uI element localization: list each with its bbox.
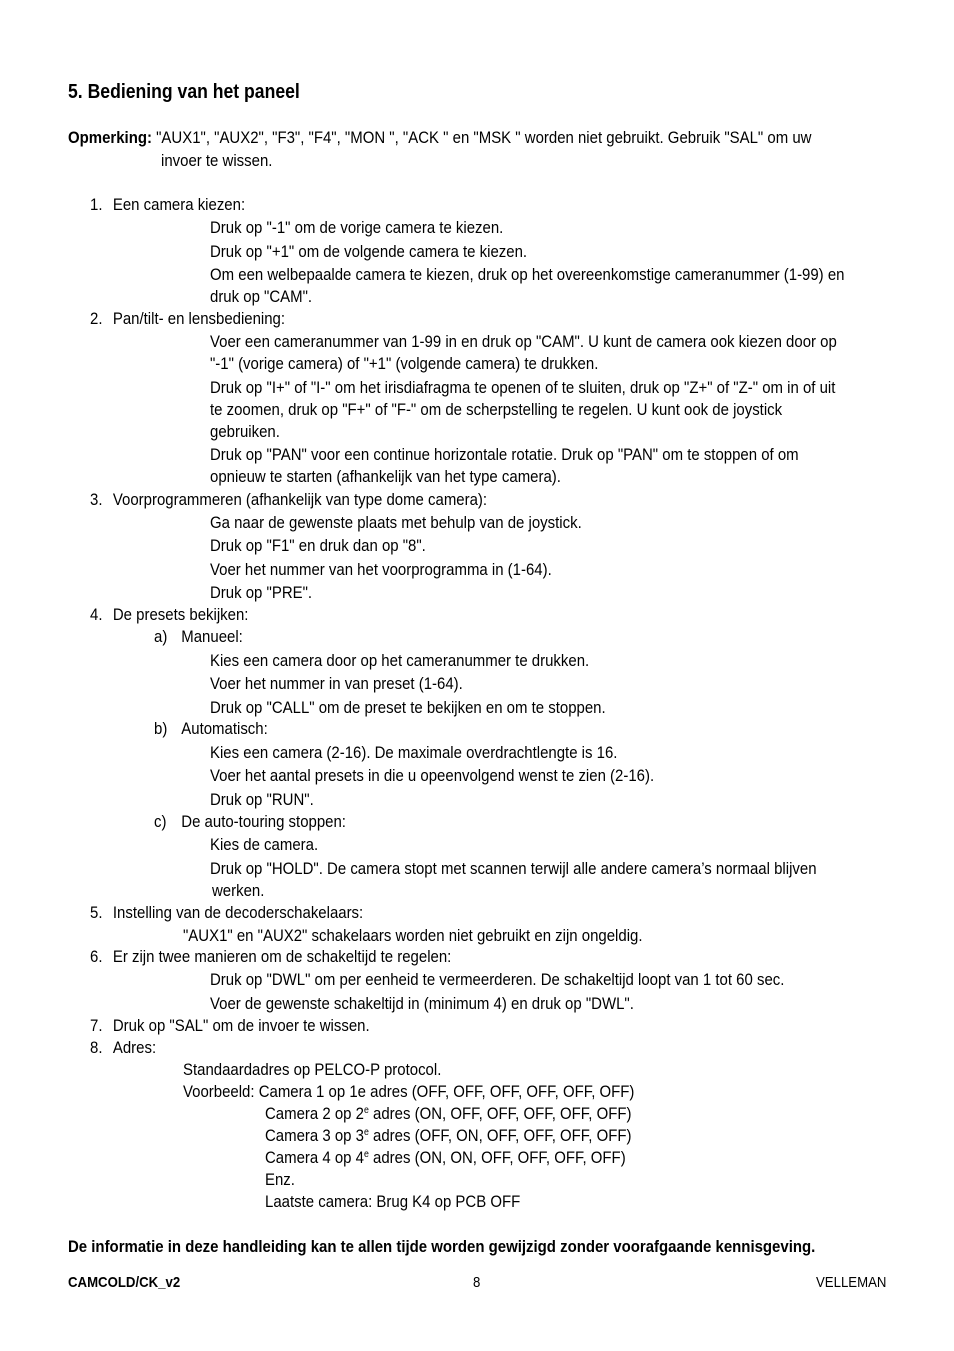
list-line: druk op "CAM". xyxy=(210,287,313,306)
list-line: Druk op "F1" en druk dan op "8". xyxy=(210,536,426,555)
sublist-title: Automatisch: xyxy=(181,719,268,738)
list-item-title: Voorprogrammeren (afhankelijk van type dome camera): xyxy=(112,490,488,509)
list-line: Voer het nummer in van preset (1-64). xyxy=(210,674,463,693)
list-line: werken. xyxy=(212,881,265,900)
sublist-item-b xyxy=(154,718,268,740)
sublist-label: c) xyxy=(154,812,167,831)
list-line: Druk op "PRE". xyxy=(210,583,313,602)
list-line: Laatste camera: Brug K4 op PCB OFF xyxy=(265,1192,521,1211)
list-item-title: Instelling van de decoderschakelaars: xyxy=(112,903,364,922)
list-item-8 xyxy=(90,1037,157,1059)
list-line: gebruiken. xyxy=(210,422,280,441)
list-line: Voer de gewenste schakeltijd in (minimum 4) en druk op "DWL". xyxy=(210,994,634,1013)
sublist-item-c xyxy=(154,811,346,833)
note-line-1 xyxy=(68,127,811,149)
list-line: Druk op "RUN". xyxy=(210,790,314,809)
address-line-camera-2: Camera 2 op 2e adres (ON, OFF, OFF, OFF, OFF, OFF) xyxy=(265,1104,632,1123)
list-line: Druk op "PAN" voor een continue horizontale rotatie. Druk op "PAN" om te stoppen of om xyxy=(210,445,799,464)
list-line: "-1" (vorige camera) of "+1" (volgende camera) te drukken. xyxy=(210,354,599,373)
list-line: "AUX1" en "AUX2" schakelaars worden niet gebruikt en zijn ongeldig. xyxy=(183,926,643,945)
list-number: 4. xyxy=(90,605,103,624)
list-line: Druk op "-1" om de vorige camera te kiezen. xyxy=(210,218,504,237)
list-line: Druk op "CALL" om de preset te bekijken en om te stoppen. xyxy=(210,698,606,717)
list-item-6 xyxy=(90,946,452,968)
list-item-7 xyxy=(90,1015,370,1037)
note-label: Opmerking: xyxy=(68,128,152,147)
sublist-title: Manueel: xyxy=(181,627,243,646)
list-line: Om een welbepaalde camera te kiezen, druk op het overeenkomstige cameranummer (1-99) en xyxy=(210,265,845,284)
list-line: Kies een camera (2-16). De maximale overdrachtlengte is 16. xyxy=(210,743,618,762)
list-number: 3. xyxy=(90,490,103,509)
list-line: Druk op "DWL" om per eenheid te vermeerderen. De schakeltijd loopt van 1 tot 60 sec. xyxy=(210,970,785,989)
list-number: 8. xyxy=(90,1038,103,1057)
list-item-title: Druk op "SAL" om de invoer te wissen. xyxy=(112,1016,370,1035)
sublist-item-a xyxy=(154,626,243,648)
note-line-2: invoer te wissen. xyxy=(161,151,273,170)
list-item-title: Pan/tilt- en lensbediening: xyxy=(112,309,286,328)
list-number: 1. xyxy=(90,195,103,214)
list-line: Druk op "I+" of "I-" om het irisdiafragma te openen of te sluiten, druk op "Z+" of "Z-" om in of uit xyxy=(210,378,836,397)
list-item-2 xyxy=(90,308,286,330)
address-line-camera-4: Camera 4 op 4e adres (ON, ON, OFF, OFF, OFF, OFF) xyxy=(265,1148,626,1167)
list-line: Druk op "+1" om de volgende camera te kiezen. xyxy=(210,242,528,261)
sublist-label: a) xyxy=(154,627,168,646)
list-item-title: Adres: xyxy=(112,1038,157,1057)
list-item-5 xyxy=(90,902,364,924)
list-item-title: De presets bekijken: xyxy=(112,605,249,624)
footer-document-code: CAMCOLD/CK_v2 xyxy=(68,1274,181,1291)
section-heading: 5. Bediening van het paneel xyxy=(68,81,300,103)
list-line: Druk op "HOLD". De camera stopt met scannen terwijl alle andere camera’s normaal blijven xyxy=(210,859,817,878)
list-line: Standaardadres op PELCO-P protocol. xyxy=(183,1060,442,1079)
address-line-camera-3: Camera 3 op 3e adres (OFF, ON, OFF, OFF, OFF, OFF) xyxy=(265,1126,632,1145)
list-number: 2. xyxy=(90,309,103,328)
list-line: Voer het nummer van het voorprogramma in (1-64). xyxy=(210,560,552,579)
list-number: 7. xyxy=(90,1016,103,1035)
list-item-title: Een camera kiezen: xyxy=(112,195,246,214)
list-item-1 xyxy=(90,194,246,216)
list-line: Voer het aantal presets in die u opeenvolgend wenst te zien (2-16). xyxy=(210,766,655,785)
disclaimer: De informatie in deze handleiding kan te allen tijde worden gewijzigd zonder voorafgaande kennisgeving. xyxy=(68,1237,816,1256)
list-item-4 xyxy=(90,604,249,626)
list-line: te zoomen, druk op "F+" of "F-" om de scherpstelling te regelen. U kunt ook de joystick xyxy=(210,400,783,419)
footer-brand: VELLEMAN xyxy=(816,1274,887,1291)
list-line: Ga naar de gewenste plaats met behulp van de joystick. xyxy=(210,513,582,532)
list-number: 5. xyxy=(90,903,103,922)
list-line: Kies een camera door op het cameranummer te drukken. xyxy=(210,651,590,670)
sublist-label: b) xyxy=(154,719,168,738)
list-line: Kies de camera. xyxy=(210,835,319,854)
list-line: Voorbeeld: Camera 1 op 1e adres (OFF, OFF, OFF, OFF, OFF, OFF) xyxy=(183,1082,635,1101)
list-line: Voer een cameranummer van 1-99 in en druk op "CAM". U kunt de camera ook kiezen door op xyxy=(210,332,837,351)
list-item-3 xyxy=(90,489,488,511)
list-number: 6. xyxy=(90,947,103,966)
footer-page-number: 8 xyxy=(473,1274,481,1291)
note-text-1: "AUX1", "AUX2", "F3", "F4", "MON ", "ACK " en "MSK " worden niet gebruikt. Gebruik "SAL" om uw xyxy=(156,128,812,147)
list-line: Enz. xyxy=(265,1170,295,1189)
list-line: opnieuw te starten (afhankelijk van het type camera). xyxy=(210,467,561,486)
list-item-title: Er zijn twee manieren om de schakeltijd te regelen: xyxy=(112,947,452,966)
sublist-title: De auto-touring stoppen: xyxy=(181,812,346,831)
